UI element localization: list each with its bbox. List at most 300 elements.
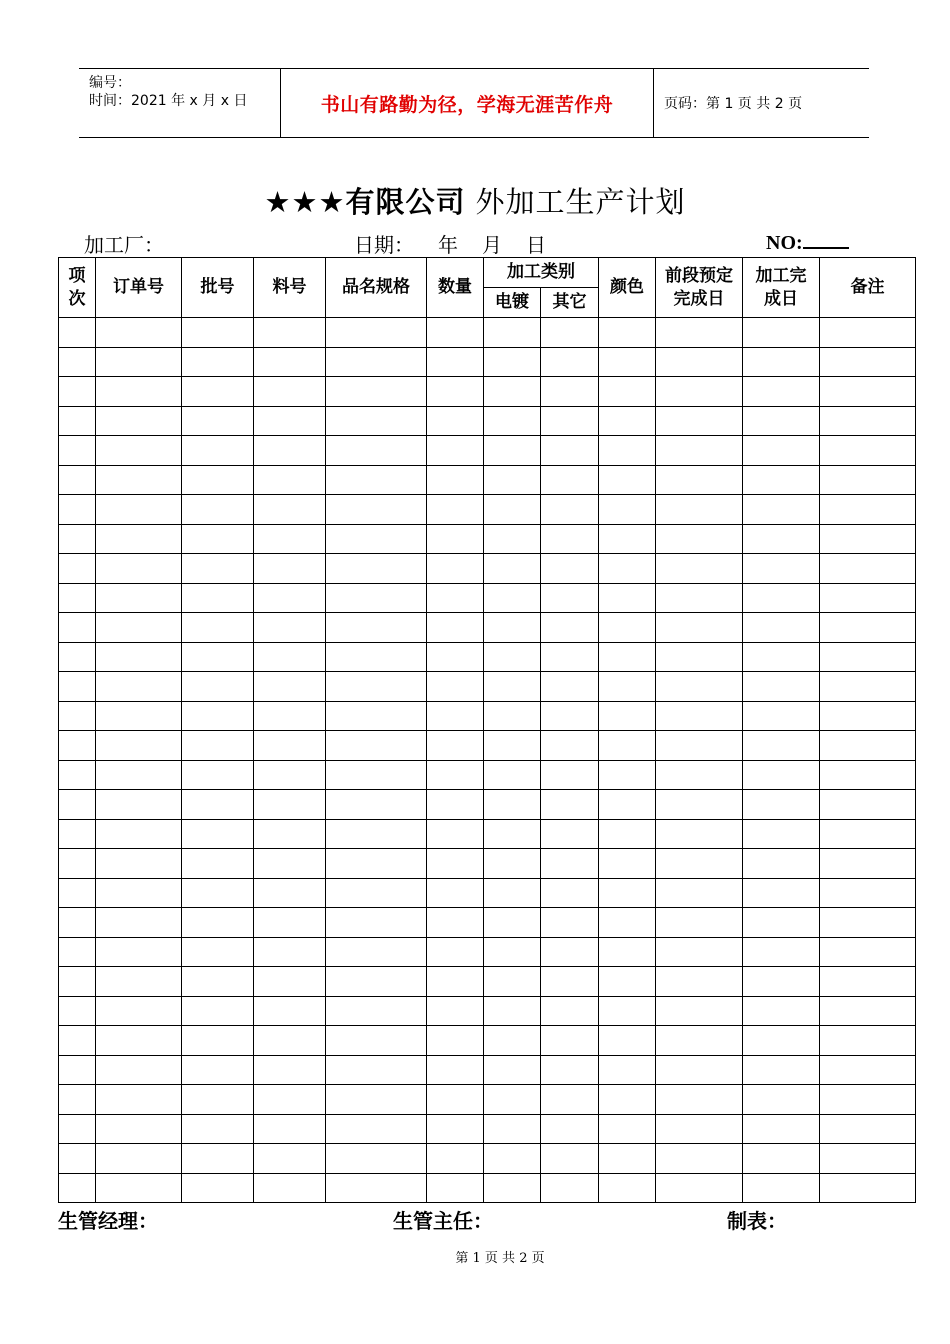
table-cell[interactable] — [484, 1114, 541, 1144]
table-cell[interactable] — [484, 406, 541, 436]
table-cell[interactable] — [743, 1026, 820, 1056]
table-cell[interactable] — [326, 1026, 427, 1056]
table-cell[interactable] — [96, 760, 182, 790]
table-cell[interactable] — [820, 1026, 916, 1056]
table-cell[interactable] — [96, 583, 182, 613]
table-cell[interactable] — [656, 967, 743, 997]
table-cell[interactable] — [656, 908, 743, 938]
table-cell[interactable] — [96, 1055, 182, 1085]
table-cell[interactable] — [743, 1055, 820, 1085]
table-cell[interactable] — [820, 495, 916, 525]
table-cell[interactable] — [427, 613, 484, 643]
table-cell[interactable] — [326, 908, 427, 938]
table-cell[interactable] — [541, 436, 599, 466]
table-cell[interactable] — [427, 1085, 484, 1115]
table-cell[interactable] — [326, 878, 427, 908]
table-cell[interactable] — [541, 908, 599, 938]
table-cell[interactable] — [59, 819, 96, 849]
table-cell[interactable] — [427, 1144, 484, 1174]
table-cell[interactable] — [656, 790, 743, 820]
table-cell[interactable] — [484, 819, 541, 849]
table-cell[interactable] — [59, 406, 96, 436]
table-cell[interactable] — [541, 318, 599, 348]
table-cell[interactable] — [656, 436, 743, 466]
table-cell[interactable] — [96, 524, 182, 554]
table-cell[interactable] — [59, 1114, 96, 1144]
table-cell[interactable] — [820, 967, 916, 997]
table-cell[interactable] — [656, 554, 743, 584]
table-cell[interactable] — [254, 849, 326, 879]
table-cell[interactable] — [182, 849, 254, 879]
table-cell[interactable] — [59, 318, 96, 348]
table-cell[interactable] — [599, 1173, 656, 1203]
table-cell[interactable] — [743, 347, 820, 377]
table-cell[interactable] — [820, 1144, 916, 1174]
table-cell[interactable] — [656, 701, 743, 731]
table-cell[interactable] — [96, 731, 182, 761]
table-cell[interactable] — [254, 790, 326, 820]
table-cell[interactable] — [820, 1114, 916, 1144]
table-cell[interactable] — [820, 760, 916, 790]
table-cell[interactable] — [743, 642, 820, 672]
table-cell[interactable] — [484, 524, 541, 554]
table-cell[interactable] — [820, 583, 916, 613]
table-cell[interactable] — [182, 495, 254, 525]
table-cell[interactable] — [820, 406, 916, 436]
table-cell[interactable] — [484, 436, 541, 466]
table-cell[interactable] — [656, 495, 743, 525]
table-cell[interactable] — [182, 908, 254, 938]
table-cell[interactable] — [743, 1173, 820, 1203]
table-cell[interactable] — [182, 554, 254, 584]
table-cell[interactable] — [427, 967, 484, 997]
table-cell[interactable] — [59, 878, 96, 908]
table-cell[interactable] — [743, 672, 820, 702]
table-cell[interactable] — [59, 996, 96, 1026]
table-cell[interactable] — [656, 1055, 743, 1085]
table-cell[interactable] — [820, 790, 916, 820]
table-cell[interactable] — [820, 318, 916, 348]
table-cell[interactable] — [484, 1144, 541, 1174]
table-cell[interactable] — [59, 377, 96, 407]
table-cell[interactable] — [254, 465, 326, 495]
table-cell[interactable] — [182, 760, 254, 790]
table-cell[interactable] — [820, 819, 916, 849]
table-cell[interactable] — [484, 642, 541, 672]
table-cell[interactable] — [743, 436, 820, 466]
table-cell[interactable] — [59, 347, 96, 377]
table-cell[interactable] — [599, 583, 656, 613]
table-cell[interactable] — [656, 465, 743, 495]
table-cell[interactable] — [484, 495, 541, 525]
table-cell[interactable] — [541, 967, 599, 997]
table-cell[interactable] — [484, 613, 541, 643]
table-cell[interactable] — [182, 318, 254, 348]
table-cell[interactable] — [326, 495, 427, 525]
table-cell[interactable] — [96, 613, 182, 643]
table-cell[interactable] — [326, 465, 427, 495]
table-cell[interactable] — [484, 731, 541, 761]
table-cell[interactable] — [484, 1055, 541, 1085]
table-cell[interactable] — [541, 377, 599, 407]
table-cell[interactable] — [599, 465, 656, 495]
table-cell[interactable] — [656, 642, 743, 672]
table-cell[interactable] — [599, 701, 656, 731]
table-cell[interactable] — [541, 1026, 599, 1056]
table-cell[interactable] — [541, 790, 599, 820]
table-cell[interactable] — [820, 701, 916, 731]
table-cell[interactable] — [427, 731, 484, 761]
table-cell[interactable] — [541, 583, 599, 613]
table-cell[interactable] — [820, 908, 916, 938]
table-cell[interactable] — [182, 996, 254, 1026]
table-cell[interactable] — [484, 790, 541, 820]
table-cell[interactable] — [656, 524, 743, 554]
table-cell[interactable] — [743, 760, 820, 790]
table-cell[interactable] — [743, 937, 820, 967]
table-cell[interactable] — [656, 760, 743, 790]
table-cell[interactable] — [541, 819, 599, 849]
table-cell[interactable] — [656, 613, 743, 643]
table-cell[interactable] — [656, 1144, 743, 1174]
table-cell[interactable] — [326, 642, 427, 672]
table-cell[interactable] — [541, 996, 599, 1026]
table-cell[interactable] — [427, 406, 484, 436]
table-cell[interactable] — [96, 967, 182, 997]
table-cell[interactable] — [541, 524, 599, 554]
table-cell[interactable] — [743, 878, 820, 908]
table-cell[interactable] — [254, 318, 326, 348]
table-cell[interactable] — [820, 613, 916, 643]
table-cell[interactable] — [326, 1144, 427, 1174]
table-cell[interactable] — [656, 878, 743, 908]
table-cell[interactable] — [599, 1026, 656, 1056]
table-cell[interactable] — [541, 613, 599, 643]
table-cell[interactable] — [541, 878, 599, 908]
table-cell[interactable] — [182, 583, 254, 613]
table-cell[interactable] — [326, 996, 427, 1026]
table-cell[interactable] — [427, 1114, 484, 1144]
table-cell[interactable] — [743, 554, 820, 584]
table-cell[interactable] — [599, 347, 656, 377]
table-cell[interactable] — [254, 524, 326, 554]
table-cell[interactable] — [182, 731, 254, 761]
table-cell[interactable] — [427, 465, 484, 495]
table-cell[interactable] — [59, 967, 96, 997]
table-cell[interactable] — [743, 849, 820, 879]
table-cell[interactable] — [96, 701, 182, 731]
table-cell[interactable] — [484, 377, 541, 407]
table-cell[interactable] — [59, 436, 96, 466]
table-cell[interactable] — [743, 613, 820, 643]
table-cell[interactable] — [743, 967, 820, 997]
table-cell[interactable] — [820, 465, 916, 495]
table-cell[interactable] — [96, 819, 182, 849]
table-cell[interactable] — [427, 1026, 484, 1056]
table-cell[interactable] — [484, 996, 541, 1026]
table-cell[interactable] — [656, 377, 743, 407]
table-cell[interactable] — [96, 1026, 182, 1056]
table-cell[interactable] — [541, 1173, 599, 1203]
table-cell[interactable] — [182, 790, 254, 820]
table-cell[interactable] — [541, 1144, 599, 1174]
table-cell[interactable] — [326, 318, 427, 348]
table-cell[interactable] — [656, 849, 743, 879]
table-cell[interactable] — [820, 436, 916, 466]
table-cell[interactable] — [182, 1144, 254, 1174]
table-cell[interactable] — [541, 1085, 599, 1115]
table-cell[interactable] — [182, 347, 254, 377]
table-cell[interactable] — [484, 1085, 541, 1115]
table-cell[interactable] — [743, 406, 820, 436]
table-cell[interactable] — [427, 760, 484, 790]
table-cell[interactable] — [326, 790, 427, 820]
table-cell[interactable] — [96, 996, 182, 1026]
table-cell[interactable] — [96, 436, 182, 466]
table-cell[interactable] — [541, 347, 599, 377]
table-cell[interactable] — [484, 849, 541, 879]
table-cell[interactable] — [182, 819, 254, 849]
table-cell[interactable] — [254, 554, 326, 584]
table-cell[interactable] — [743, 465, 820, 495]
table-cell[interactable] — [59, 937, 96, 967]
table-cell[interactable] — [96, 318, 182, 348]
table-cell[interactable] — [427, 1055, 484, 1085]
table-cell[interactable] — [427, 849, 484, 879]
table-cell[interactable] — [254, 967, 326, 997]
table-cell[interactable] — [182, 1026, 254, 1056]
table-cell[interactable] — [820, 937, 916, 967]
table-cell[interactable] — [254, 760, 326, 790]
table-cell[interactable] — [656, 1173, 743, 1203]
table-cell[interactable] — [541, 672, 599, 702]
table-cell[interactable] — [820, 672, 916, 702]
table-cell[interactable] — [59, 495, 96, 525]
table-cell[interactable] — [59, 1026, 96, 1056]
table-cell[interactable] — [326, 613, 427, 643]
table-cell[interactable] — [541, 731, 599, 761]
table-cell[interactable] — [59, 1085, 96, 1115]
table-cell[interactable] — [599, 790, 656, 820]
table-cell[interactable] — [254, 937, 326, 967]
table-cell[interactable] — [599, 436, 656, 466]
table-cell[interactable] — [743, 790, 820, 820]
table-cell[interactable] — [182, 878, 254, 908]
table-cell[interactable] — [254, 819, 326, 849]
table-cell[interactable] — [599, 967, 656, 997]
table-cell[interactable] — [326, 554, 427, 584]
table-cell[interactable] — [59, 760, 96, 790]
table-cell[interactable] — [427, 583, 484, 613]
table-cell[interactable] — [182, 1114, 254, 1144]
table-cell[interactable] — [427, 347, 484, 377]
table-cell[interactable] — [820, 849, 916, 879]
table-cell[interactable] — [254, 731, 326, 761]
table-cell[interactable] — [59, 583, 96, 613]
table-cell[interactable] — [427, 524, 484, 554]
table-cell[interactable] — [599, 554, 656, 584]
table-cell[interactable] — [820, 1055, 916, 1085]
table-cell[interactable] — [599, 377, 656, 407]
table-cell[interactable] — [743, 819, 820, 849]
table-cell[interactable] — [254, 1144, 326, 1174]
table-cell[interactable] — [427, 819, 484, 849]
table-cell[interactable] — [743, 1144, 820, 1174]
table-cell[interactable] — [326, 347, 427, 377]
table-cell[interactable] — [541, 937, 599, 967]
table-cell[interactable] — [541, 465, 599, 495]
table-cell[interactable] — [656, 318, 743, 348]
table-cell[interactable] — [326, 937, 427, 967]
table-cell[interactable] — [599, 819, 656, 849]
table-cell[interactable] — [96, 1144, 182, 1174]
table-cell[interactable] — [656, 347, 743, 377]
table-cell[interactable] — [599, 1055, 656, 1085]
table-cell[interactable] — [484, 908, 541, 938]
table-cell[interactable] — [326, 524, 427, 554]
table-cell[interactable] — [59, 1055, 96, 1085]
table-cell[interactable] — [182, 465, 254, 495]
table-cell[interactable] — [254, 613, 326, 643]
table-cell[interactable] — [820, 1173, 916, 1203]
table-cell[interactable] — [96, 495, 182, 525]
table-cell[interactable] — [484, 878, 541, 908]
table-cell[interactable] — [820, 524, 916, 554]
table-cell[interactable] — [326, 760, 427, 790]
table-cell[interactable] — [96, 554, 182, 584]
table-cell[interactable] — [820, 642, 916, 672]
table-cell[interactable] — [326, 731, 427, 761]
table-cell[interactable] — [743, 731, 820, 761]
table-cell[interactable] — [484, 583, 541, 613]
table-cell[interactable] — [541, 642, 599, 672]
table-cell[interactable] — [96, 1085, 182, 1115]
table-cell[interactable] — [326, 849, 427, 879]
table-cell[interactable] — [427, 1173, 484, 1203]
table-cell[interactable] — [427, 701, 484, 731]
table-cell[interactable] — [599, 318, 656, 348]
table-cell[interactable] — [254, 672, 326, 702]
table-cell[interactable] — [484, 967, 541, 997]
table-cell[interactable] — [326, 406, 427, 436]
table-cell[interactable] — [96, 878, 182, 908]
table-cell[interactable] — [599, 613, 656, 643]
table-cell[interactable] — [59, 524, 96, 554]
table-cell[interactable] — [743, 996, 820, 1026]
table-cell[interactable] — [427, 908, 484, 938]
table-cell[interactable] — [541, 554, 599, 584]
table-cell[interactable] — [182, 937, 254, 967]
table-cell[interactable] — [59, 790, 96, 820]
table-cell[interactable] — [427, 318, 484, 348]
table-cell[interactable] — [59, 672, 96, 702]
table-cell[interactable] — [484, 672, 541, 702]
table-cell[interactable] — [59, 849, 96, 879]
table-cell[interactable] — [254, 436, 326, 466]
table-cell[interactable] — [743, 495, 820, 525]
table-cell[interactable] — [427, 878, 484, 908]
table-cell[interactable] — [820, 878, 916, 908]
table-cell[interactable] — [599, 937, 656, 967]
table-cell[interactable] — [427, 495, 484, 525]
table-cell[interactable] — [182, 524, 254, 554]
table-cell[interactable] — [743, 701, 820, 731]
table-cell[interactable] — [59, 1173, 96, 1203]
table-cell[interactable] — [541, 1114, 599, 1144]
table-cell[interactable] — [743, 908, 820, 938]
table-cell[interactable] — [326, 819, 427, 849]
table-cell[interactable] — [599, 731, 656, 761]
table-cell[interactable] — [656, 731, 743, 761]
table-cell[interactable] — [326, 1055, 427, 1085]
table-cell[interactable] — [427, 377, 484, 407]
table-cell[interactable] — [182, 1085, 254, 1115]
table-cell[interactable] — [59, 731, 96, 761]
table-cell[interactable] — [254, 996, 326, 1026]
table-cell[interactable] — [599, 495, 656, 525]
table-cell[interactable] — [427, 436, 484, 466]
table-cell[interactable] — [541, 406, 599, 436]
table-cell[interactable] — [820, 996, 916, 1026]
table-cell[interactable] — [182, 377, 254, 407]
table-cell[interactable] — [820, 377, 916, 407]
table-cell[interactable] — [182, 967, 254, 997]
table-cell[interactable] — [484, 318, 541, 348]
table-cell[interactable] — [326, 1085, 427, 1115]
table-cell[interactable] — [599, 642, 656, 672]
table-cell[interactable] — [484, 465, 541, 495]
table-cell[interactable] — [96, 937, 182, 967]
table-cell[interactable] — [484, 701, 541, 731]
table-cell[interactable] — [541, 1055, 599, 1085]
table-cell[interactable] — [59, 554, 96, 584]
table-cell[interactable] — [254, 583, 326, 613]
table-cell[interactable] — [96, 1114, 182, 1144]
table-cell[interactable] — [96, 406, 182, 436]
table-cell[interactable] — [326, 583, 427, 613]
table-cell[interactable] — [743, 377, 820, 407]
table-cell[interactable] — [59, 613, 96, 643]
table-cell[interactable] — [326, 701, 427, 731]
table-cell[interactable] — [656, 996, 743, 1026]
table-cell[interactable] — [427, 554, 484, 584]
table-cell[interactable] — [182, 672, 254, 702]
table-cell[interactable] — [182, 1055, 254, 1085]
table-cell[interactable] — [182, 436, 254, 466]
table-cell[interactable] — [254, 1173, 326, 1203]
table-cell[interactable] — [182, 642, 254, 672]
table-cell[interactable] — [599, 1085, 656, 1115]
table-cell[interactable] — [656, 1026, 743, 1056]
table-cell[interactable] — [820, 347, 916, 377]
table-cell[interactable] — [484, 1173, 541, 1203]
table-cell[interactable] — [656, 583, 743, 613]
table-cell[interactable] — [541, 760, 599, 790]
table-cell[interactable] — [427, 672, 484, 702]
table-cell[interactable] — [254, 406, 326, 436]
table-cell[interactable] — [59, 1144, 96, 1174]
table-cell[interactable] — [743, 524, 820, 554]
table-cell[interactable] — [254, 1114, 326, 1144]
table-cell[interactable] — [182, 1173, 254, 1203]
table-cell[interactable] — [182, 613, 254, 643]
table-cell[interactable] — [599, 406, 656, 436]
table-cell[interactable] — [541, 495, 599, 525]
table-cell[interactable] — [326, 967, 427, 997]
table-cell[interactable] — [599, 672, 656, 702]
table-cell[interactable] — [254, 878, 326, 908]
table-cell[interactable] — [484, 1026, 541, 1056]
